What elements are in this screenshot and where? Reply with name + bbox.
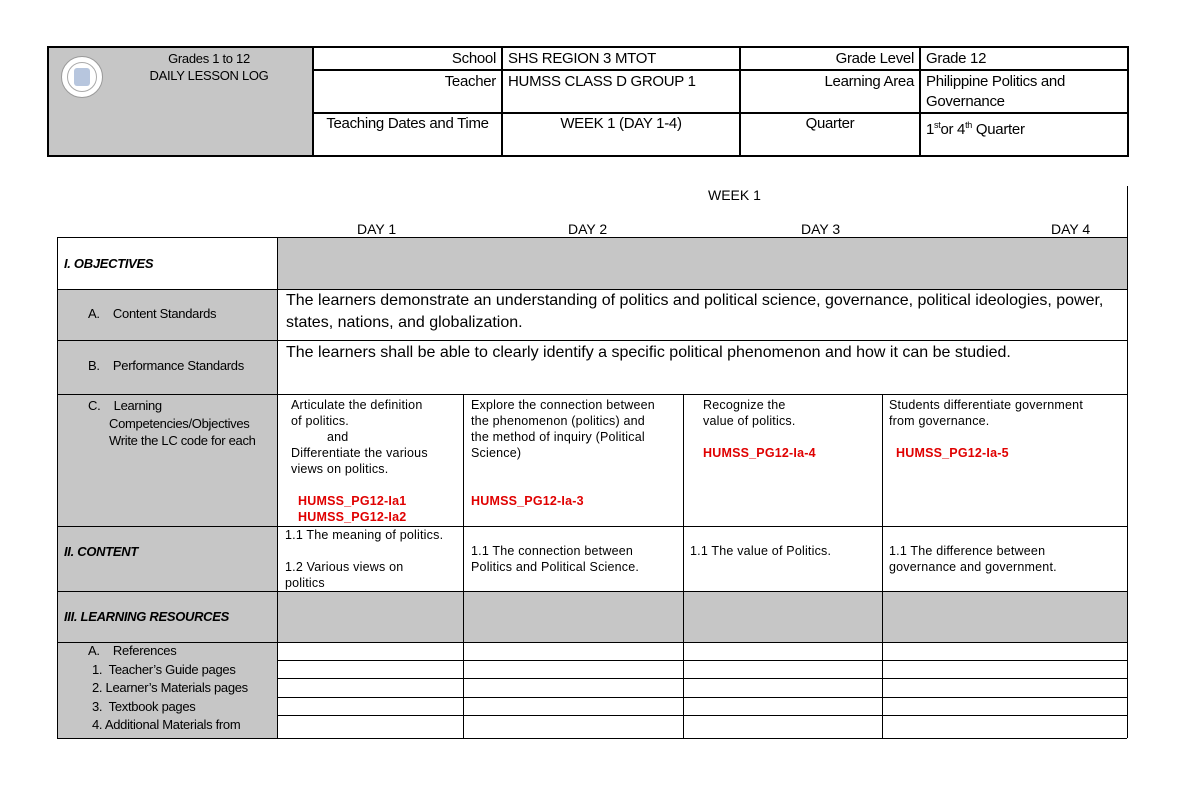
header-title-line1: Grades 1 to 12 bbox=[168, 51, 250, 66]
objectives-heading: I. OBJECTIVES bbox=[64, 256, 154, 271]
content-standards-text: The learners demonstrate an understanding of politics and political science, governance, political ideologies, power, states, nations, and globalization. bbox=[286, 292, 1104, 331]
teaching-dates-label: Teaching Dates and Time bbox=[326, 115, 489, 132]
lc-code-day2: HUMSS_PG12-Ia-3 bbox=[471, 494, 584, 508]
learning-area-value: Philippine Politics and Governance bbox=[926, 73, 1066, 110]
header-title-line2: DAILY LESSON LOG bbox=[149, 68, 269, 83]
content-heading: II. CONTENT bbox=[64, 544, 138, 559]
learning-area-label: Learning Area bbox=[824, 73, 914, 90]
day-1-header: DAY 1 bbox=[357, 221, 397, 237]
content-day2: 1.1 The connection between Politics and Political Science. bbox=[471, 544, 640, 574]
content-day4: 1.1 The difference between governance and government. bbox=[889, 544, 1057, 574]
quarter-value: 1stor 4th Quarter bbox=[926, 120, 1025, 138]
competency-day2: Explore the connection between the phenomenon (politics) and the method of inquiry (Political Science) HUMSS_PG12-Ia-3 bbox=[471, 398, 655, 508]
learning-resources-heading: III. LEARNING RESOURCES bbox=[64, 609, 230, 624]
school-value: SHS REGION 3 MTOT bbox=[508, 50, 656, 67]
day-3-header: DAY 3 bbox=[801, 221, 841, 237]
competency-day1: Articulate the definition of politics. and Differentiate the various views on politics. HUMSS_PG12-Ia1 HUMSS_PG12-Ia2 bbox=[291, 398, 428, 524]
grade-level-value: Grade 12 bbox=[926, 50, 987, 67]
textbook-pages-label: 3. Textbook pages bbox=[92, 699, 196, 714]
teachers-guide-label: 1. Teacher’s Guide pages bbox=[92, 662, 236, 677]
additional-materials-label: 4. Additional Materials from bbox=[92, 717, 241, 732]
day-4-header: DAY 4 bbox=[1051, 221, 1091, 237]
performance-standards-text: The learners shall be able to clearly identify a specific political phenomenon and how it can be studied. bbox=[286, 344, 1011, 361]
day-2-header: DAY 2 bbox=[568, 221, 608, 237]
grade-level-label: Grade Level bbox=[835, 50, 914, 67]
content-standards-label: A. Content Standards bbox=[88, 306, 217, 321]
week-label: WEEK 1 bbox=[708, 187, 761, 203]
lc-code-day4: HUMSS_PG12-Ia-5 bbox=[896, 446, 1009, 460]
learners-materials-label: 2. Learner’s Materials pages bbox=[92, 680, 248, 695]
performance-standards-label: B. Performance Standards bbox=[88, 358, 244, 373]
teacher-label: Teacher bbox=[444, 73, 496, 90]
references-label: A. References bbox=[88, 643, 177, 658]
competencies-label: C. Learning Competencies/Objectives Write the LC code for each bbox=[88, 398, 256, 448]
competency-day3: Recognize the value of politics. HUMSS_PG12-Ia-4 bbox=[703, 398, 816, 460]
lc-code-day3: HUMSS_PG12-Ia-4 bbox=[703, 446, 816, 460]
teacher-value: HUMSS CLASS D GROUP 1 bbox=[508, 73, 696, 90]
lc-code-day1-b: HUMSS_PG12-Ia2 bbox=[298, 510, 407, 524]
quarter-label: Quarter bbox=[805, 115, 855, 132]
content-day1: 1.1 The meaning of politics. 1.2 Various views on politics bbox=[285, 528, 444, 590]
teaching-dates-value: WEEK 1 (DAY 1-4) bbox=[560, 115, 682, 132]
school-label: School bbox=[451, 50, 496, 67]
content-day3: 1.1 The value of Politics. bbox=[690, 544, 832, 558]
competency-day4: Students differentiate government from governance. HUMSS_PG12-Ia-5 bbox=[889, 398, 1083, 460]
lc-code-day1-a: HUMSS_PG12-Ia1 bbox=[298, 494, 407, 508]
